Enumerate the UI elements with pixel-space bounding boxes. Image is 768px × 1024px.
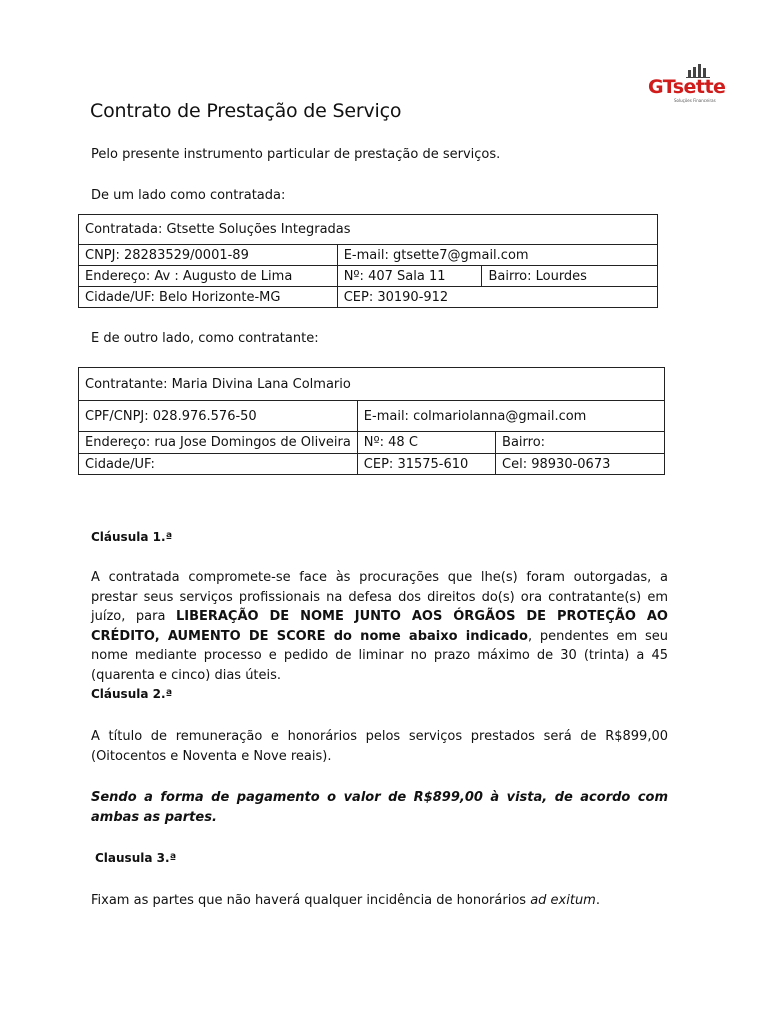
contratada-numero: Nº: 407 Sala 11 bbox=[337, 266, 482, 287]
contratante-intro: E de outro lado, como contratante: bbox=[91, 331, 319, 346]
clause1-heading: Cláusula 1.ª bbox=[91, 530, 173, 544]
company-logo bbox=[646, 64, 750, 104]
contratante-table bbox=[78, 367, 665, 475]
contratada-endereco: Endereço: Av : Augusto de Lima bbox=[79, 266, 338, 287]
contratada-email: E-mail: gtsette7@gmail.com bbox=[337, 245, 657, 266]
contratada-bairro: Bairro: Lourdes bbox=[482, 266, 658, 287]
logo-tagline: Soluções Financeiras bbox=[674, 98, 716, 103]
clause1-text-b: , pendentes em seu nome mediante processo e pedido de liminar no prazo máximo de 30 (trinta) a 45 (quarenta e cinco) dias úteis. bbox=[91, 628, 668, 683]
clause3-heading: Clausula 3.ª bbox=[95, 851, 177, 865]
contratante-cep: CEP: 31575-610 bbox=[357, 454, 495, 475]
contratada-cidade: Cidade/UF: Belo Horizonte-MG bbox=[79, 287, 338, 308]
clause1-text bbox=[91, 568, 668, 685]
contratada-cep: CEP: 30190-912 bbox=[337, 287, 657, 308]
contratante-name: Contratante: Maria Divina Lana Colmario bbox=[79, 368, 665, 401]
contratante-cel: Cel: 98930-0673 bbox=[496, 454, 665, 475]
clause3-text-b: . bbox=[595, 893, 600, 908]
logo-text: GTsette bbox=[648, 76, 726, 98]
contratada-name: Contratada: Gtsette Soluções Integradas bbox=[79, 215, 658, 245]
clause3-text-a: Fixam as partes que não haverá qualquer incidência de honorários bbox=[91, 893, 531, 908]
contratada-intro: De um lado como contratada: bbox=[91, 188, 286, 203]
clause1-text-bold-b: do nome abaixo indicado bbox=[325, 628, 528, 644]
contratante-numero: Nº: 48 C bbox=[357, 432, 495, 454]
clause3-text bbox=[91, 891, 668, 911]
contratante-email: E-mail: colmariolanna@gmail.com bbox=[357, 401, 664, 432]
clause2-heading: Cláusula 2.ª bbox=[91, 687, 173, 701]
contratante-cidade: Cidade/UF: bbox=[79, 454, 358, 475]
clause2-text: A título de remuneração e honorários pelos serviços prestados será de R$899,00 (Oitocentos e Noventa e Nove reais). bbox=[91, 729, 668, 764]
clause1-text-bold-a: LIBERAÇÃO DE NOME JUNTO AOS ÓRGÃOS DE PROTEÇÃO AO CRÉDITO, AUMENTO DE SCORE bbox=[91, 609, 668, 644]
document-title: Contrato de Prestação de Serviço bbox=[90, 100, 402, 122]
contratada-cnpj: CNPJ: 28283529/0001-89 bbox=[79, 245, 338, 266]
contratante-cpf: CPF/CNPJ: 028.976.576-50 bbox=[79, 401, 358, 432]
clause3-text-italic: ad exitum bbox=[530, 893, 596, 908]
contratante-endereco: Endereço: rua Jose Domingos de Oliveira bbox=[79, 432, 358, 454]
contratante-bairro: Bairro: bbox=[496, 432, 665, 454]
intro-text: Pelo presente instrumento particular de prestação de serviços. bbox=[91, 147, 501, 162]
clause1-text-a: A contratada compromete-se face às procurações que lhe(s) foram outorgadas, a prestar seus serviços profissionais na defesa dos direitos do(s) ora contratante(s) em juízo, para bbox=[91, 570, 668, 624]
clause2-payment: Sendo a forma de pagamento o valor de R$899,00 à vista, de acordo com ambas as partes. bbox=[91, 790, 668, 825]
contratada-table bbox=[78, 214, 658, 308]
